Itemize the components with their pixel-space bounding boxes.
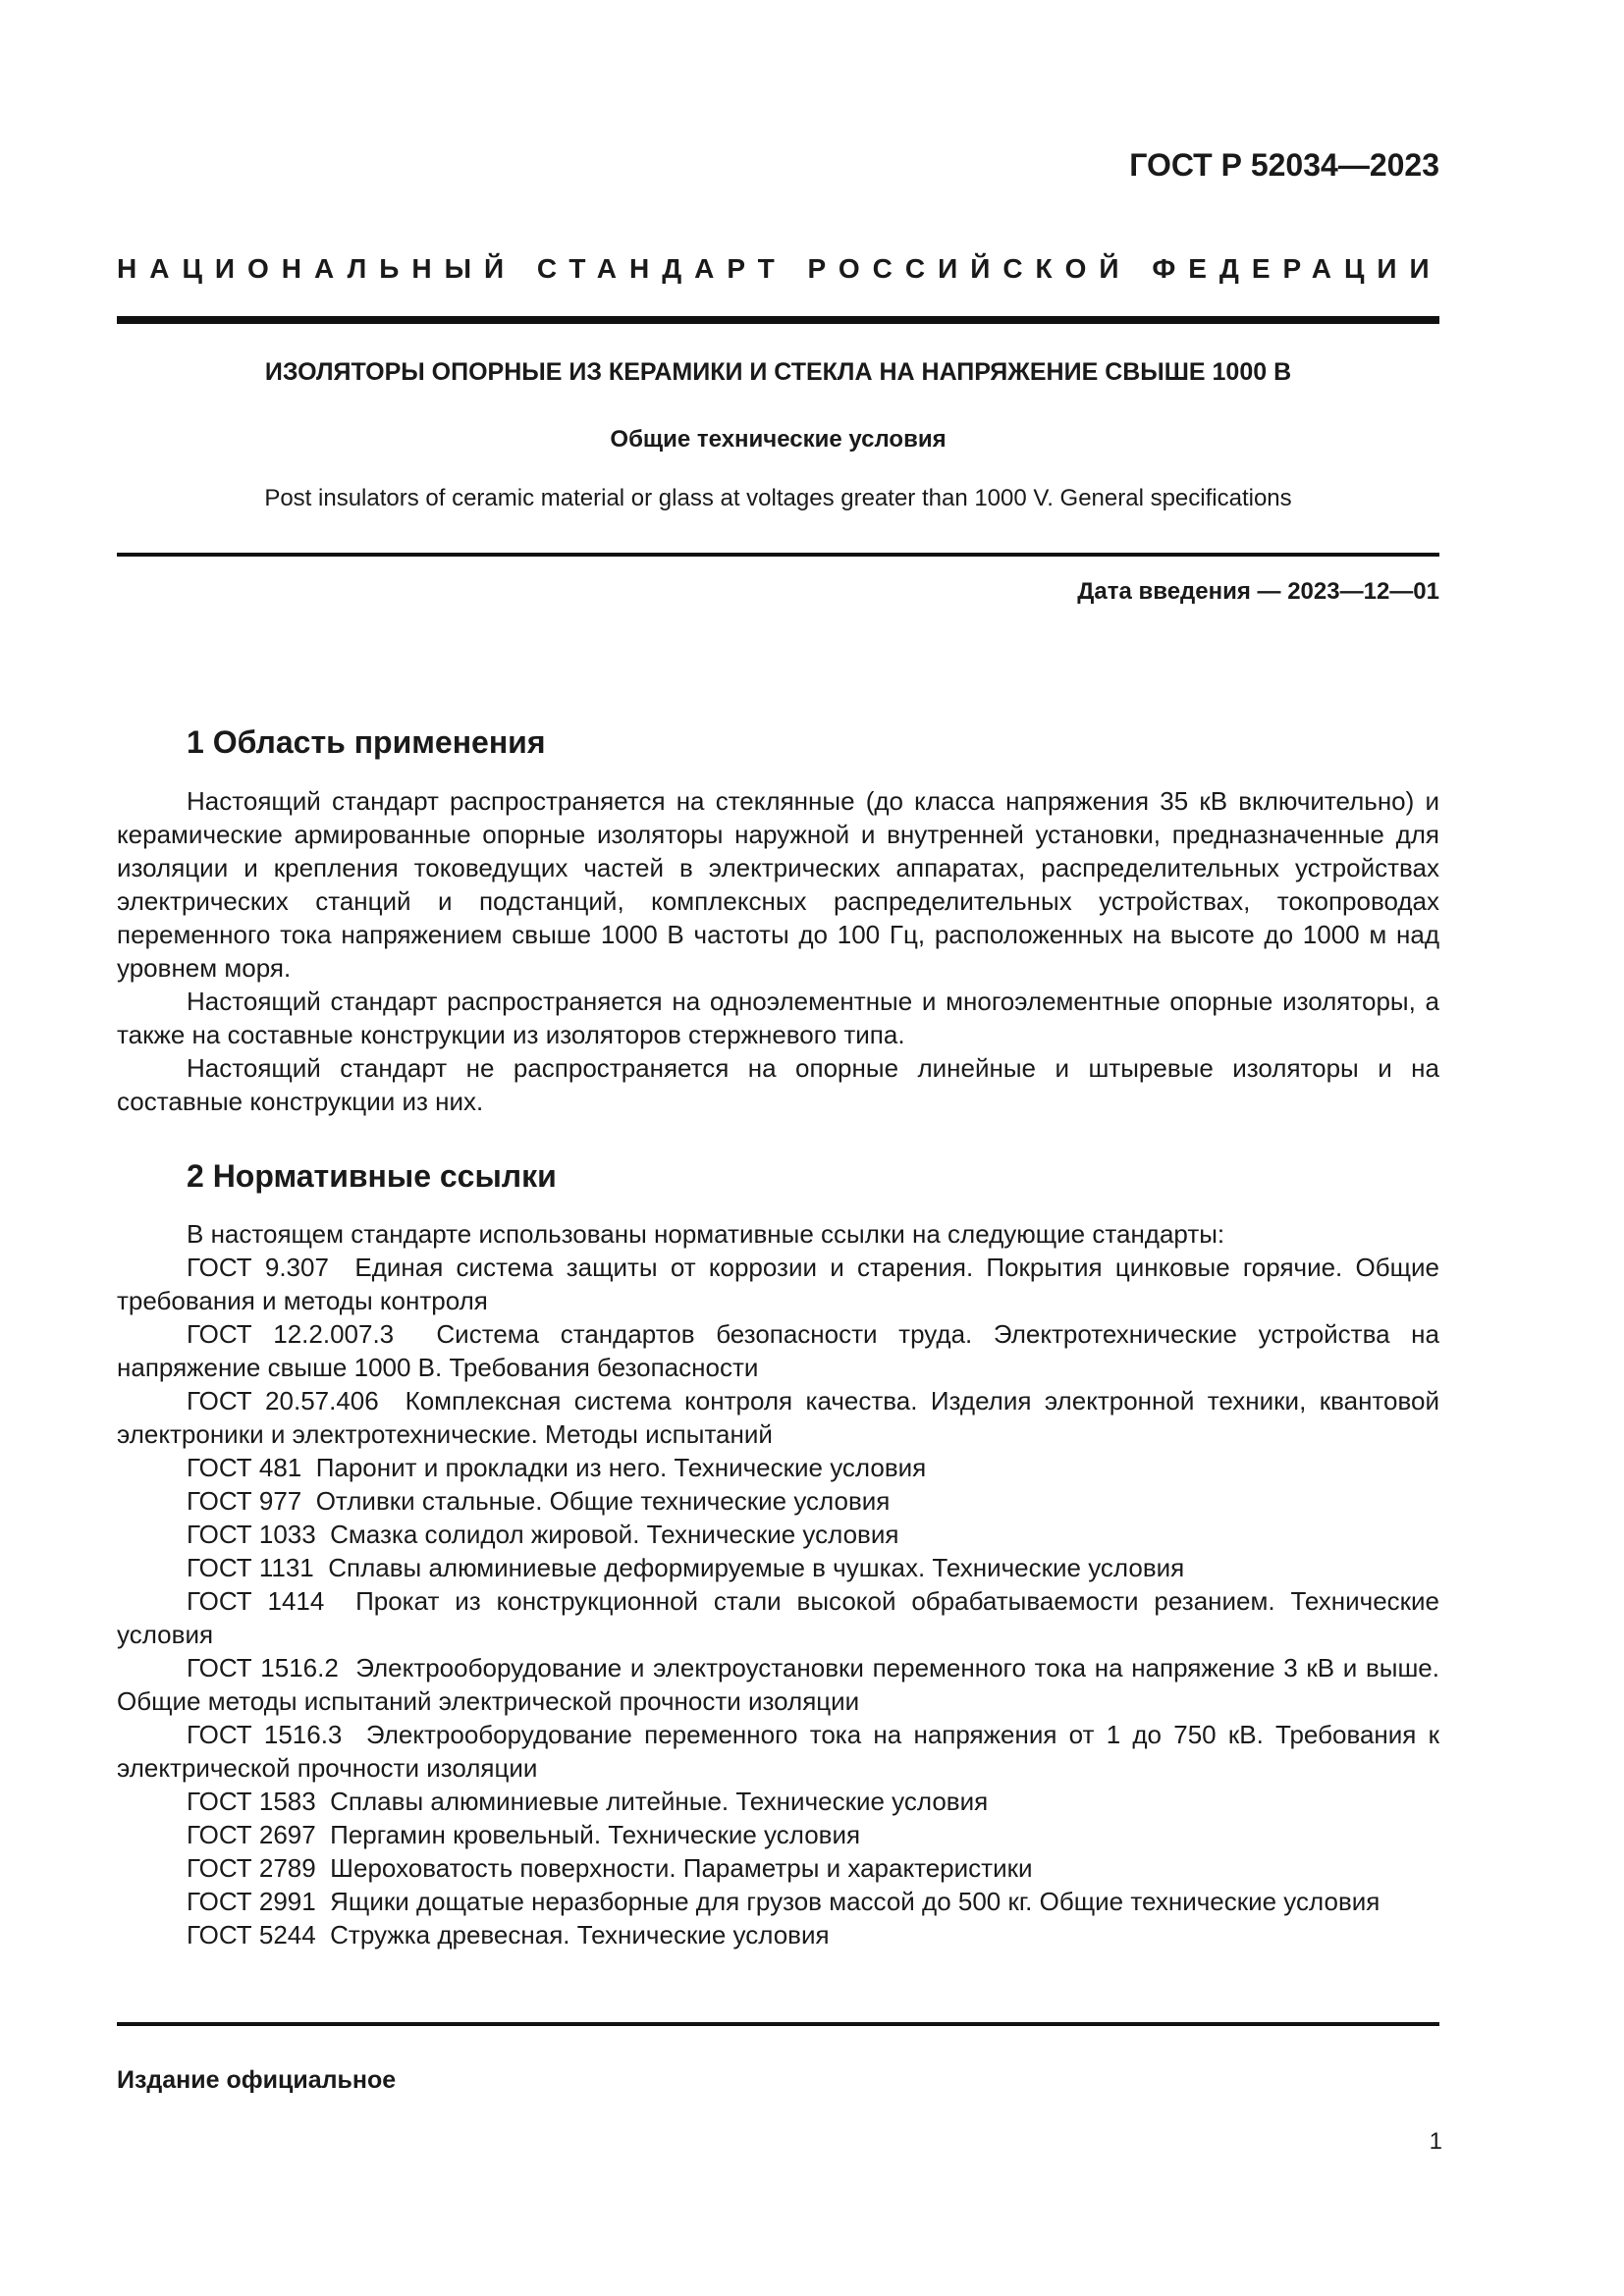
reference-code: ГОСТ 481 — [187, 1453, 302, 1482]
national-standard-banner: НАЦИОНАЛЬНЫЙ СТАНДАРТ РОССИЙСКОЙ ФЕДЕРАЦИИ — [117, 253, 1442, 284]
reference-title: Комплексная система контроля качества. Изделия электронной техники, квантовой электроники и электротехнические. Методы испытаний — [117, 1386, 1440, 1449]
reference-item — [117, 1851, 1439, 1885]
reference-item — [117, 1484, 1439, 1518]
official-edition-label: Издание официальное — [117, 2066, 397, 2094]
footer-rule — [117, 2022, 1439, 2026]
introduction-date: Дата введения — 2023—12—01 — [1077, 578, 1439, 605]
reference-item — [117, 1785, 1439, 1818]
reference-title: Смазка солидол жировой. Технические условия — [330, 1520, 899, 1549]
paragraph: Настоящий стандарт распространяется на одноэлементные и многоэлементные опорные изоляторы, а также на составные конструкции из изоляторов стержневого типа. — [117, 987, 1439, 1049]
standard-number: ГОСТ Р 52034—2023 — [1129, 147, 1439, 183]
reference-item — [117, 1518, 1439, 1551]
document-title: ИЗОЛЯТОРЫ ОПОРНЫЕ ИЗ КЕРАМИКИ И СТЕКЛА НА НАПРЯЖЕНИЕ СВЫШЕ 1000 В — [264, 358, 1292, 386]
document-title-english: Post insulators of ceramic material or glass at voltages greater than 1000 V. General specifications — [264, 485, 1292, 511]
header-rule — [117, 316, 1439, 324]
reference-code: ГОСТ 2789 — [187, 1853, 316, 1883]
section-heading-scope: 1 Область применения — [187, 724, 546, 760]
section-heading-normative-references: 2 Нормативные ссылки — [187, 1158, 557, 1194]
reference-title: Шероховатость поверхности. Параметры и характеристики — [330, 1853, 1033, 1883]
reference-code: ГОСТ 12.2.007.3 — [187, 1319, 395, 1349]
reference-code: ГОСТ 1516.2 — [187, 1653, 339, 1682]
reference-item — [117, 1384, 1439, 1451]
references-intro: В настоящем стандарте использованы нормативные ссылки на следующие стандарты: — [187, 1219, 1225, 1249]
reference-item — [117, 1551, 1439, 1584]
reference-title: Сплавы алюминиевые деформируемые в чушках. Технические условия — [328, 1553, 1185, 1582]
reference-item — [117, 1451, 1439, 1484]
reference-code: ГОСТ 5244 — [187, 1920, 316, 1949]
reference-code: ГОСТ 9.307 — [187, 1253, 329, 1282]
reference-title: Пергамин кровельный. Технические условия — [330, 1820, 861, 1849]
reference-code: ГОСТ 20.57.406 — [187, 1386, 379, 1415]
reference-item — [117, 1918, 1439, 1951]
reference-item — [117, 1718, 1439, 1785]
reference-item — [117, 1317, 1439, 1384]
reference-title: Стружка древесная. Технические условия — [330, 1920, 830, 1949]
title-rule — [117, 553, 1439, 557]
reference-item — [117, 1584, 1439, 1651]
reference-item — [117, 1818, 1439, 1851]
reference-title: Сплавы алюминиевые литейные. Технические условия — [330, 1787, 989, 1816]
reference-code: ГОСТ 2991 — [187, 1887, 316, 1916]
reference-item — [117, 1651, 1439, 1718]
section-scope-body — [117, 784, 1439, 1118]
reference-title: Единая система защиты от коррозии и старения. Покрытия цинковые горячие. Общие требования и методы контроля — [117, 1253, 1439, 1315]
document-subtitle: Общие технические условия — [610, 426, 947, 453]
reference-item — [117, 1251, 1439, 1317]
reference-code: ГОСТ 977 — [187, 1486, 302, 1516]
page-number: 1 — [1429, 2128, 1442, 2155]
paragraph: Настоящий стандарт не распространяется на опорные линейные и штыревые изоляторы и на составные конструкции из них. — [117, 1053, 1439, 1116]
reference-title: Электрооборудование переменного тока на напряжения от 1 до 750 кВ. Требования к электрической прочности изоляции — [117, 1720, 1439, 1783]
reference-item — [117, 1885, 1439, 1918]
reference-title: Прокат из конструкционной стали высокой обрабатываемости резанием. Технические условия — [117, 1586, 1440, 1649]
reference-title: Паронит и прокладки из него. Технические условия — [315, 1453, 927, 1482]
paragraph: Настоящий стандарт распространяется на стеклянные (до класса напряжения 35 кВ включительно) и керамические армированные опорные изоляторы наружной и внутренней установки, предназначенные для изоляции и крепления токоведущих частей в электрических аппаратах, распределительных устройствах электрических станций и подстанций, комплексных распределительных устройствах, токопроводах переменного тока напряжением свыше 1000 В частоты до 100 Гц, расположенных на высоте до 1000 м над уровнем моря. — [117, 786, 1439, 983]
reference-title: Ящики дощатые неразборные для грузов массой до 500 кг. Общие технические условия — [330, 1887, 1380, 1916]
reference-title: Электрооборудование и электроустановки переменного тока на напряжение 3 кВ и выше. Общие методы испытаний электрической прочности изоляции — [117, 1653, 1439, 1716]
reference-title: Система стандартов безопасности труда. Электротехнические устройства на напряжение свыше 1000 В. Требования безопасности — [117, 1319, 1439, 1382]
normative-references-list — [117, 1217, 1439, 1951]
reference-title: Отливки стальные. Общие технические условия — [315, 1486, 891, 1516]
reference-code: ГОСТ 1516.3 — [187, 1720, 343, 1749]
reference-code: ГОСТ 1583 — [187, 1787, 316, 1816]
reference-code: ГОСТ 1033 — [187, 1520, 316, 1549]
reference-code: ГОСТ 2697 — [187, 1820, 316, 1849]
reference-code: ГОСТ 1131 — [187, 1553, 314, 1582]
reference-code: ГОСТ 1414 — [187, 1586, 325, 1616]
